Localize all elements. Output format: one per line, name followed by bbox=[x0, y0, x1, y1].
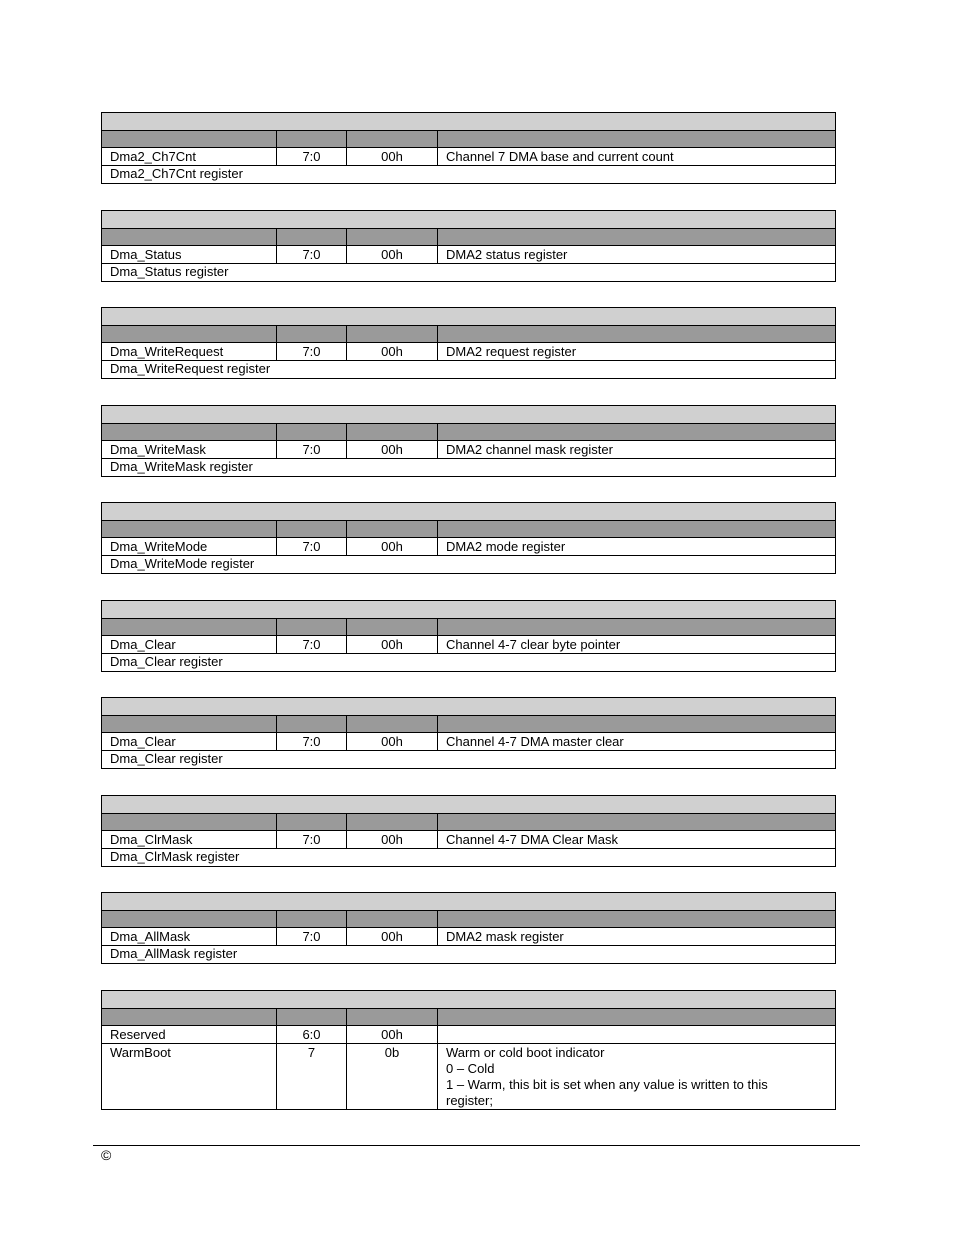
register-caption: Dma_Clear register bbox=[110, 751, 223, 766]
field-bits: 7:0 bbox=[277, 148, 347, 165]
field-name: Dma_ClrMask bbox=[102, 831, 277, 848]
field-default: 00h bbox=[347, 636, 438, 653]
field-description: Channel 7 DMA base and current count bbox=[446, 149, 674, 164]
field-description: Channel 4-7 DMA master clear bbox=[446, 734, 624, 749]
table-title-bar bbox=[102, 308, 835, 326]
register-caption: Dma2_Ch7Cnt register bbox=[110, 166, 243, 181]
field-default: 00h bbox=[347, 343, 438, 360]
field-default: 00h bbox=[347, 148, 438, 165]
table-header-row bbox=[102, 911, 835, 928]
table-row bbox=[102, 831, 835, 849]
field-default: 00h bbox=[347, 441, 438, 458]
field-description: DMA2 status register bbox=[446, 247, 568, 262]
field-description: DMA2 channel mask register bbox=[446, 442, 613, 457]
field-bits: 7:0 bbox=[277, 733, 347, 750]
register-table-dma-writemode bbox=[101, 502, 836, 574]
table-row bbox=[102, 928, 835, 946]
field-default: 0b bbox=[347, 1044, 438, 1109]
register-table-dma2-ch7cnt bbox=[101, 112, 836, 184]
footer-divider bbox=[93, 1145, 860, 1146]
table-row bbox=[102, 1026, 835, 1044]
field-name: Dma_Clear bbox=[102, 733, 277, 750]
table-header-row bbox=[102, 521, 835, 538]
field-default: 00h bbox=[347, 831, 438, 848]
table-header-row bbox=[102, 814, 835, 831]
field-name: Dma2_Ch7Cnt bbox=[102, 148, 277, 165]
table-row bbox=[102, 1044, 835, 1109]
field-bits: 7:0 bbox=[277, 831, 347, 848]
description-line: 1 – Warm, this bit is set when any value is written to this register; bbox=[446, 1077, 768, 1108]
field-bits: 7:0 bbox=[277, 928, 347, 945]
table-row bbox=[102, 343, 835, 361]
table-title-bar bbox=[102, 601, 835, 619]
field-default: 00h bbox=[347, 928, 438, 945]
table-header-row bbox=[102, 131, 835, 148]
register-table-dma-master-clear bbox=[101, 697, 836, 769]
field-description: DMA2 request register bbox=[446, 344, 577, 359]
table-header-row bbox=[102, 1009, 835, 1026]
register-table-dma-clrmask bbox=[101, 795, 836, 867]
register-caption: Dma_ClrMask register bbox=[110, 849, 240, 864]
table-title-bar bbox=[102, 211, 835, 229]
register-table-dma-writemask bbox=[101, 405, 836, 477]
register-caption: Dma_WriteMask register bbox=[110, 459, 253, 474]
field-name: Dma_AllMask bbox=[102, 928, 277, 945]
field-description: Channel 4-7 clear byte pointer bbox=[446, 637, 621, 652]
field-name: Dma_WriteMask bbox=[102, 441, 277, 458]
register-table-dma-clear-byte-pointer bbox=[101, 600, 836, 672]
field-name: WarmBoot bbox=[102, 1044, 277, 1109]
table-title-bar bbox=[102, 991, 835, 1009]
field-bits: 7:0 bbox=[277, 636, 347, 653]
table-title-bar bbox=[102, 503, 835, 521]
field-bits: 7 bbox=[277, 1044, 347, 1109]
register-caption: Dma_Status register bbox=[110, 264, 229, 279]
field-default: 00h bbox=[347, 733, 438, 750]
field-name: Dma_WriteMode bbox=[102, 538, 277, 555]
table-header-row bbox=[102, 229, 835, 246]
table-row bbox=[102, 246, 835, 264]
register-table-dma-allmask bbox=[101, 892, 836, 964]
table-title-bar bbox=[102, 796, 835, 814]
field-bits: 7:0 bbox=[277, 246, 347, 263]
register-caption: Dma_AllMask register bbox=[110, 946, 238, 961]
register-table-dma-status bbox=[101, 210, 836, 282]
field-default: 00h bbox=[347, 538, 438, 555]
field-bits: 6:0 bbox=[277, 1026, 347, 1043]
field-bits: 7:0 bbox=[277, 441, 347, 458]
copyright-symbol: © bbox=[101, 1147, 112, 1163]
description-line: 0 – Cold bbox=[446, 1061, 495, 1076]
table-row bbox=[102, 148, 835, 166]
table-row bbox=[102, 441, 835, 459]
register-caption: Dma_WriteMode register bbox=[110, 556, 255, 571]
field-bits: 7:0 bbox=[277, 538, 347, 555]
register-caption: Dma_Clear register bbox=[110, 654, 223, 669]
field-description bbox=[438, 1044, 835, 1109]
table-header-row bbox=[102, 716, 835, 733]
field-name: Dma_Status bbox=[102, 246, 277, 263]
table-row bbox=[102, 636, 835, 654]
register-table-warmboot bbox=[101, 990, 836, 1110]
field-name: Dma_Clear bbox=[102, 636, 277, 653]
field-name: Reserved bbox=[102, 1026, 277, 1043]
table-row bbox=[102, 538, 835, 556]
field-description bbox=[438, 1026, 835, 1043]
description-line: Warm or cold boot indicator bbox=[446, 1045, 605, 1060]
register-caption: Dma_WriteRequest register bbox=[110, 361, 271, 376]
table-title-bar bbox=[102, 406, 835, 424]
table-title-bar bbox=[102, 698, 835, 716]
table-title-bar bbox=[102, 113, 835, 131]
field-description: DMA2 mask register bbox=[446, 929, 564, 944]
table-title-bar bbox=[102, 893, 835, 911]
field-description: Channel 4-7 DMA Clear Mask bbox=[446, 832, 618, 847]
table-header-row bbox=[102, 326, 835, 343]
field-default: 00h bbox=[347, 1026, 438, 1043]
table-row bbox=[102, 733, 835, 751]
table-header-row bbox=[102, 424, 835, 441]
table-header-row bbox=[102, 619, 835, 636]
field-bits: 7:0 bbox=[277, 343, 347, 360]
field-name: Dma_WriteRequest bbox=[102, 343, 277, 360]
register-table-dma-writerequest bbox=[101, 307, 836, 379]
field-description: DMA2 mode register bbox=[446, 539, 566, 554]
field-default: 00h bbox=[347, 246, 438, 263]
